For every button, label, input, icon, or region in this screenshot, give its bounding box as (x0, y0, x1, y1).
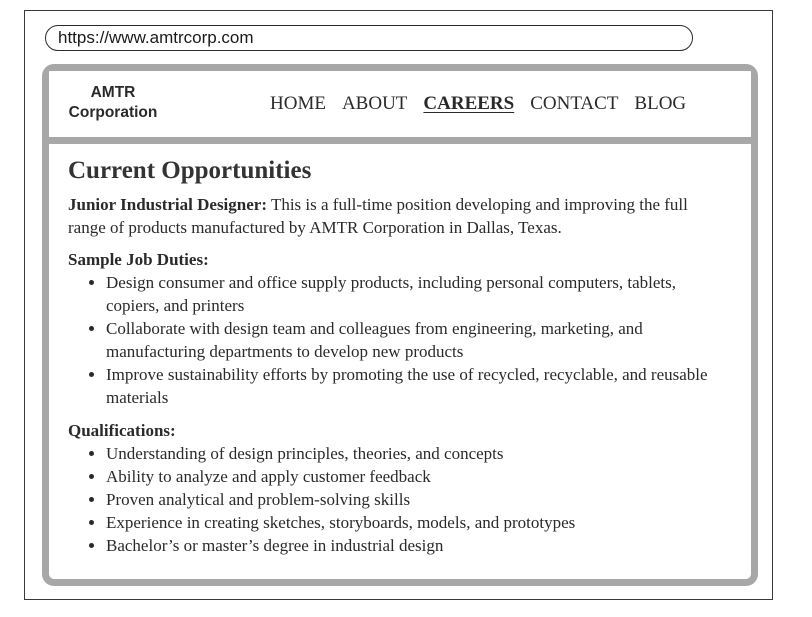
qualification-item: • Proven analytical and problem-solving skills (106, 488, 728, 511)
duty-item: • Design consumer and office supply products, including personal computers, tablets, copiers, and printers (106, 271, 728, 317)
duty-item: • Collaborate with design team and colleagues from engineering, marketing, and manufacturing departments to develop new products (106, 317, 728, 363)
page-title: Current Opportunities (68, 157, 312, 184)
qualification-item: • Understanding of design principles, theories, and concepts (106, 442, 728, 465)
job-intro (68, 193, 728, 239)
main-content (68, 156, 728, 557)
main-nav (270, 93, 686, 115)
site-header (49, 71, 751, 137)
qualification-item: • Ability to analyze and apply customer feedback (106, 465, 728, 488)
website-frame (42, 64, 758, 586)
qualification-item: • Experience in creating sketches, storyboards, models, and prototypes (106, 511, 728, 534)
duties-heading: Sample Job Duties: (68, 250, 209, 269)
url-bar[interactable]: https://www.amtrcorp.com (45, 25, 693, 51)
logo-line-1: AMTR (90, 84, 136, 101)
nav-contact-link[interactable]: CONTACT (530, 93, 619, 114)
qualification-item: • Bachelor’s or master’s degree in industrial design (106, 534, 728, 557)
company-logo[interactable] (59, 83, 167, 123)
nav-home-link[interactable]: HOME (270, 93, 326, 114)
header-divider (49, 137, 751, 144)
nav-about-link[interactable]: ABOUT (341, 93, 408, 114)
duty-item: • Improve sustainability efforts by promoting the use of recycled, recyclable, and reusable materials (106, 363, 728, 409)
logo-line-2: Corporation (68, 104, 158, 121)
nav-blog-link[interactable]: BLOG (634, 93, 687, 114)
job-description: This is a full-time position developing and improving the full range of products manufactured by AMTR Corporation in Dallas, Texas. (68, 195, 688, 237)
job-title: Junior Industrial Designer: (68, 195, 267, 214)
qualifications-list (68, 442, 728, 557)
qualifications-heading: Qualifications: (68, 421, 176, 440)
nav-careers-link[interactable]: CAREERS (423, 93, 515, 114)
duties-list (68, 271, 728, 409)
